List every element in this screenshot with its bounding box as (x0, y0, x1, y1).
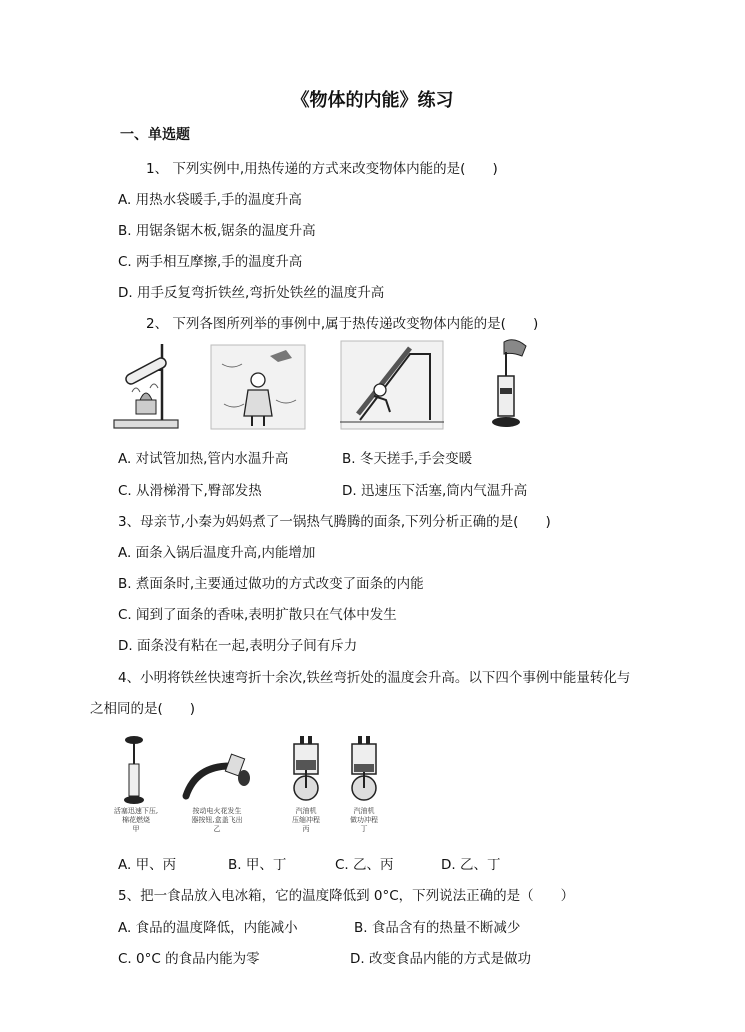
section-heading: 一、单选题 (120, 127, 190, 143)
figure-3-caption-label: 丙 (302, 825, 310, 833)
question-5-option-b: B. 食品含有的热量不断减少 (354, 920, 521, 936)
question-2-option-a: A. 对试管加热,管内水温升高 (118, 451, 289, 467)
figure-2-caption-line1: 按动电火花发生 (192, 807, 242, 815)
figure-2-caption-label: 乙 (213, 825, 221, 833)
piston-pump-figure (480, 336, 530, 432)
figure-3-caption-line2: 压缩冲程 (292, 816, 320, 824)
figure-4-caption-line2: 做功冲程 (350, 816, 378, 824)
question-1-option-d: D. 用手反复弯折铁丝,弯折处铁丝的温度升高 (118, 285, 385, 301)
question-4-option-c: C. 乙、丙 (335, 857, 394, 873)
engine-power-stroke-figure (344, 734, 384, 804)
question-4-stem-line2: 之相同的是( ) (90, 701, 196, 717)
test-tube-heating-figure (110, 340, 188, 432)
question-1-option-b: B. 用锯条锯木板,锯条的温度升高 (118, 223, 316, 239)
question-4-option-a: A. 甲、丙 (118, 857, 177, 873)
question-1-option-c: C. 两手相互摩擦,手的温度升高 (118, 254, 303, 270)
figure-4-caption-line1: 汽油机 (353, 807, 375, 815)
spark-generator-figure (180, 750, 254, 802)
question-5-option-a: A. 食品的温度降低，内能减小 (118, 920, 298, 936)
figure-1-caption-line1: 活塞迅速下压, (113, 807, 159, 815)
question-5-option-d: D. 改变食品内能的方式是做功 (350, 951, 531, 967)
question-2-option-b: B. 冬天搓手,手会变暖 (342, 451, 473, 467)
page-title: 《物体的内能》练习 (291, 90, 454, 111)
question-2-stem: 2、 下列各图所列举的事例中,属于热传递改变物体内能的是( ) (146, 316, 539, 332)
question-5-option-c: C. 0°C 的食品内能为零 (118, 951, 260, 967)
question-3-stem: 3、母亲节,小秦为妈妈煮了一锅热气腾腾的面条,下列分析正确的是( ) (118, 514, 551, 530)
question-3-option-b: B. 煮面条时,主要通过做功的方式改变了面条的内能 (118, 576, 424, 592)
question-2-option-c: C. 从滑梯滑下,臀部发热 (118, 483, 262, 499)
question-1-option-a: A. 用热水袋暖手,手的温度升高 (118, 192, 302, 208)
question-3-option-c: C. 闻到了面条的香味,表明扩散只在气体中发生 (118, 607, 397, 623)
figure-1-caption-label: 甲 (132, 825, 140, 833)
figure-4-caption-label: 丁 (360, 825, 368, 833)
rubbing-hands-winter-figure (210, 344, 306, 430)
question-4-option-d: D. 乙、丁 (441, 857, 501, 873)
figure-2-caption-line2: 器按钮,盒盖飞出 (191, 816, 243, 824)
question-5-stem: 5、把一食品放入电冰箱，它的温度降低到 0°C，下列说法正确的是（ ） (118, 888, 575, 904)
compression-cylinder-figure (118, 734, 154, 806)
question-4-option-b: B. 甲、丁 (228, 857, 287, 873)
figure-3-caption-line1: 汽油机 (295, 807, 317, 815)
question-2-option-d: D. 迅速压下活塞,筒内气温升高 (342, 483, 528, 499)
question-3-option-a: A. 面条入锅后温度升高,内能增加 (118, 545, 316, 561)
figure-1-caption-line2: 棉花燃烧 (122, 816, 150, 824)
slide-figure (340, 340, 444, 430)
question-4-stem-line1: 4、小明将铁丝快速弯折十余次,铁丝弯折处的温度会升高。以下四个事例中能量转化与 (118, 670, 631, 686)
engine-compression-stroke-figure (286, 734, 326, 804)
question-3-option-d: D. 面条没有粘在一起,表明分子间有斥力 (118, 638, 358, 654)
question-1-stem: 1、 下列实例中,用热传递的方式来改变物体内能的是( ) (146, 161, 498, 177)
